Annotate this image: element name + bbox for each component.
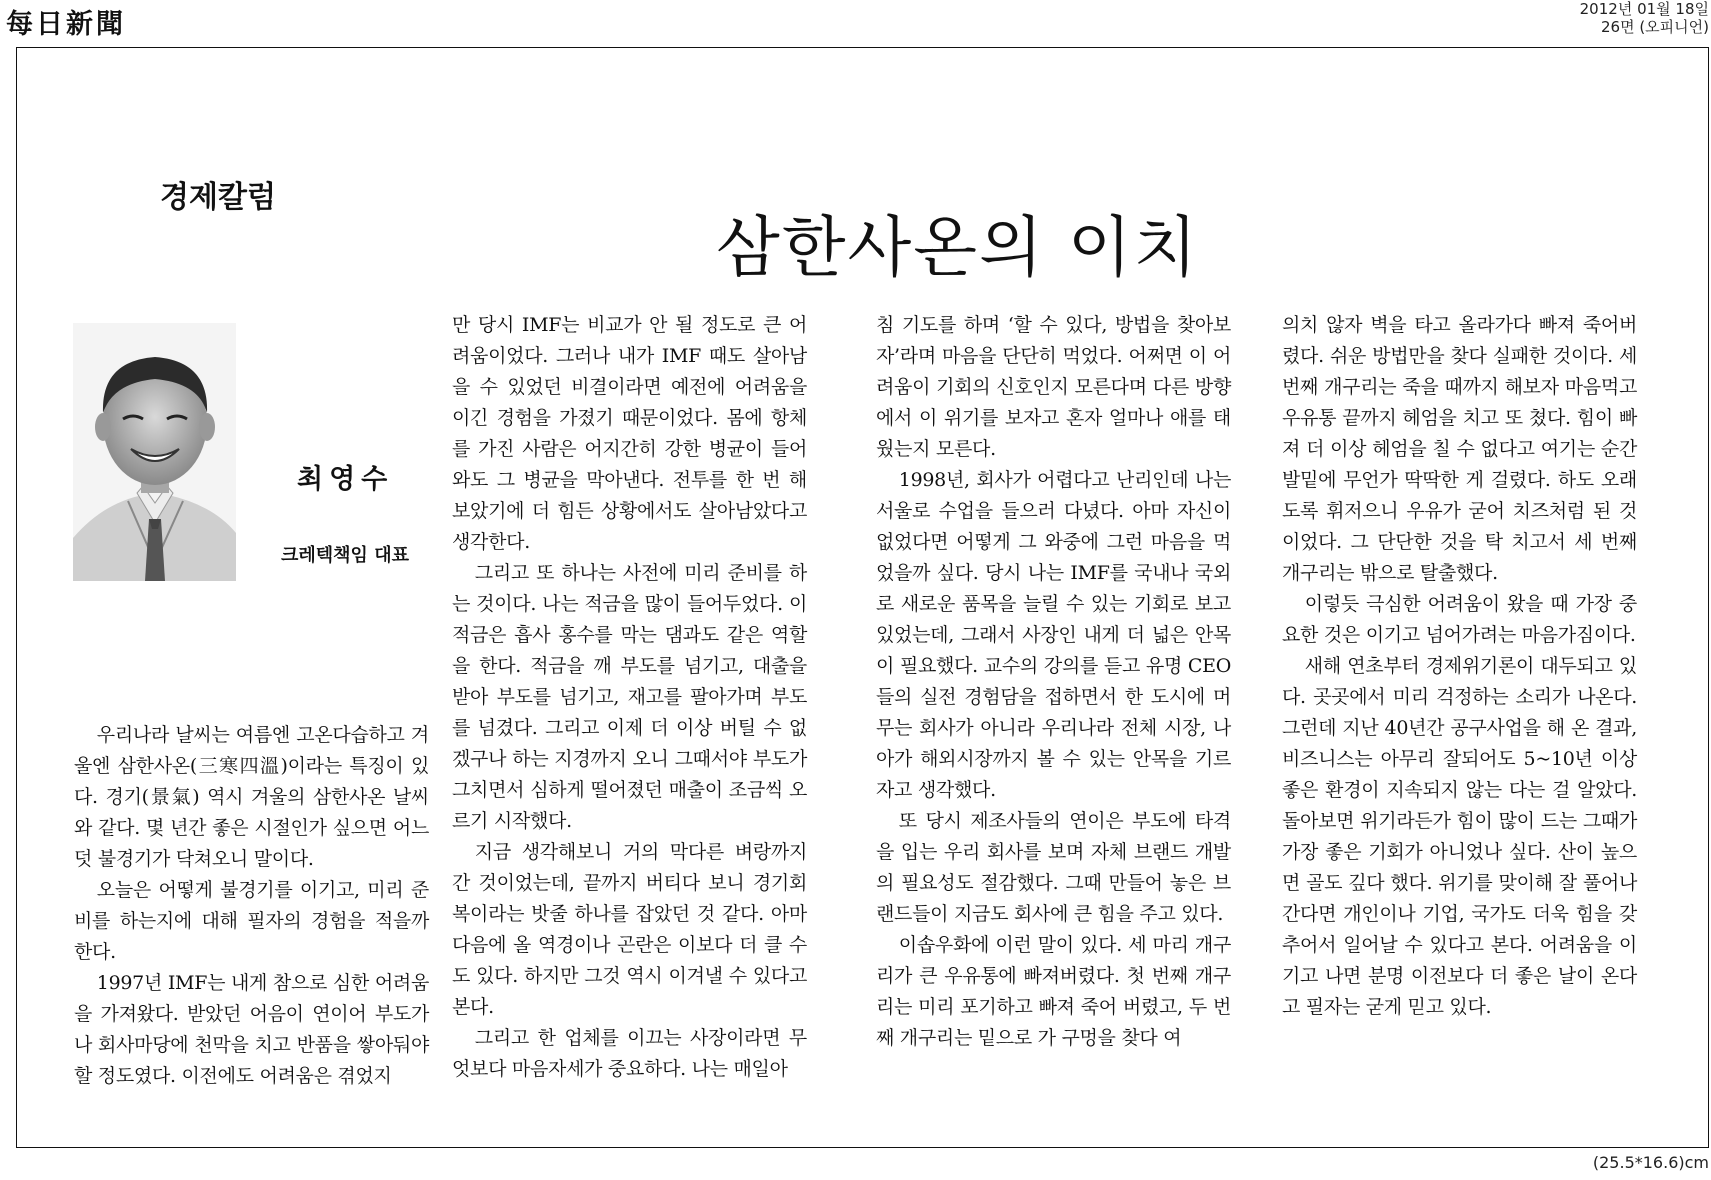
article-column-4 (1282, 310, 1637, 1023)
paragraph: 이솝우화에 이런 말이 있다. 세 마리 개구리가 큰 우유통에 빠져버렸다. 첫 번째 개구리는 미리 포기하고 빠져 죽어 버렸고, 두 번째 개구리는 밑으로 가 구멍을 찾다 여 (876, 934, 1231, 1049)
author-photo (73, 323, 236, 581)
paragraph: 1997년 IMF는 내게 참으로 심한 어려움을 가져왔다. 받았던 어음이 연이어 부도가 나 회사마당에 천막을 치고 반품을 쌓아둬야 할 정도였다. 이전에도 어려움은 겪었지 (74, 972, 429, 1087)
column-category: 경제칼럼 (160, 180, 276, 215)
paragraph: 1998년, 회사가 어렵다고 난리인데 나는 서울로 수업을 들으러 다녔다. 아마 자신이 없었다면 어떻게 그 와중에 그런 마음을 먹었을까 싶다. 당시 나는 IMF를 국내나 국외로 새로운 품목을 늘릴 수 있는 기회로 보고 있었는데, 그래서 사장인 내게 더 넓은 안목이 필요했다. 교수의 강의를 듣고 유명 CEO들의 실전 경험담을 접하면서 한 도시에 머무는 회사가 아니라 우리나라 전체 시장, 나아가 해외시장까지 볼 수 있는 안목을 기르자고 생각했다. (876, 469, 1231, 801)
paragraph: 이렇듯 극심한 어려움이 왔을 때 가장 중요한 것은 이기고 넘어가려는 마음가짐이다. (1282, 593, 1637, 646)
paragraph: 의치 않자 벽을 타고 올라가다 빠져 죽어버렸다. 쉬운 방법만을 찾다 실패한 것이다. 세 번째 개구리는 죽을 때까지 해보자 마음먹고 우유통 끝까지 헤엄을 치고 또 쳤다. 힘이 빠져 더 이상 헤엄을 칠 수 없다고 여기는 순간 발밑에 무언가 딱딱한 게 걸렸다. 하도 오래도록 휘저으니 우유가 굳어 치즈처럼 된 것이었다. 그 단단한 것을 탁 치고서 세 번째 개구리는 밖으로 탈출했다. (1282, 314, 1637, 584)
author-title: 크레텍책임 대표 (281, 545, 409, 566)
publication-info (1580, 0, 1709, 36)
paragraph: 침 기도를 하며 ‘할 수 있다, 방법을 찾아보자’라며 마음을 단단히 먹었다. 어쩌면 이 어려움이 기회의 신호인지 모른다며 다른 방향에서 이 위기를 보자고 혼자 얼마나 애를 태웠는지 모른다. (876, 314, 1231, 460)
masthead (2, 0, 1709, 44)
article-column-2 (452, 310, 807, 1085)
paragraph: 지금 생각해보니 거의 막다른 벼랑까지 간 것이었는데, 끝까지 버티다 보니 경기회복이라는 밧줄 하나를 잡았던 것 같다. 아마 다음에 올 역경이나 곤란은 이보다 더 클 수도 있다. 하지만 그것 역시 이겨낼 수 있다고 본다. (452, 841, 807, 1018)
page-section: 26면 (오피니언) (1600, 18, 1709, 36)
clipping-size-note: (25.5*16.6)cm (1592, 1153, 1709, 1172)
article-column-1 (74, 720, 429, 1092)
paragraph: 오늘은 어떻게 불경기를 이기고, 미리 준비를 하는지에 대해 필자의 경험을 적을까 한다. (74, 879, 429, 963)
article-headline: 삼한사온의 이치 (716, 209, 1200, 287)
article-column-3 (876, 310, 1231, 1054)
publication-date: 2012년 01월 18일 (1579, 0, 1709, 18)
paragraph: 또 당시 제조사들의 연이은 부도에 타격을 입는 우리 회사를 보며 자체 브랜드 개발의 필요성도 절감했다. 그때 만들어 놓은 브랜드들이 지금도 회사에 큰 힘을 주고 있다. (876, 810, 1231, 925)
paragraph: 우리나라 날씨는 여름엔 고온다습하고 겨울엔 삼한사온(三寒四溫)이라는 특징이 있다. 경기(景氣) 역시 겨울의 삼한사온 날씨와 같다. 몇 년간 좋은 시절인가 싶으면 어느덧 불경기가 닥쳐오니 말이다. (74, 724, 429, 870)
newspaper-name: 每日新聞 (6, 9, 126, 40)
paragraph: 그리고 한 업체를 이끄는 사장이라면 무엇보다 마음자세가 중요하다. 나는 매일아 (452, 1027, 807, 1080)
paragraph: 만 당시 IMF는 비교가 안 될 정도로 큰 어려움이었다. 그러나 내가 IMF 때도 살아남을 수 있었던 비결이라면 예전에 어려움을 이긴 경험을 가졌기 때문이었다. 몸에 항체를 가진 사람은 어지간히 강한 병균이 들어와도 그 병균을 막아낸다. 전투를 한 번 해 보았기에 더 힘든 상황에서도 살아남았다고 생각한다. (452, 314, 807, 553)
paragraph: 그리고 또 하나는 사전에 미리 준비를 하는 것이다. 나는 적금을 많이 들어두었다. 이 적금은 흡사 홍수를 막는 댐과도 같은 역할을 한다. 적금을 깨 부도를 넘기고, 대출을 받아 부도를 넘기고, 재고를 팔아가며 부도를 넘겼다. 그리고 이제 더 이상 버틸 수 없겠구나 하는 지경까지 오니 그때서야 부도가 그치면서 심하게 떨어졌던 매출이 조금씩 오르기 시작했다. (452, 562, 807, 832)
author-portrait-image (73, 323, 236, 581)
author-name: 최영수 (297, 464, 394, 495)
paragraph: 새해 연초부터 경제위기론이 대두되고 있다. 곳곳에서 미리 걱정하는 소리가 나온다. 그런데 지난 40년간 공구사업을 해 온 결과, 비즈니스는 아무리 잘되어도 5~10년 이상 좋은 환경이 지속되지 않는 다는 걸 알았다. 돌아보면 위기라든가 힘이 많이 드는 그때가 가장 좋은 기회가 아니었나 싶다. 산이 높으면 골도 깊다 했다. 위기를 맞이해 잘 풀어나간다면 개인이나 기업, 국가도 더욱 힘을 갖추어서 일어날 수 있다고 본다. 어려움을 이기고 나면 분명 이전보다 더 좋은 날이 온다고 필자는 굳게 믿고 있다. (1282, 655, 1637, 1018)
